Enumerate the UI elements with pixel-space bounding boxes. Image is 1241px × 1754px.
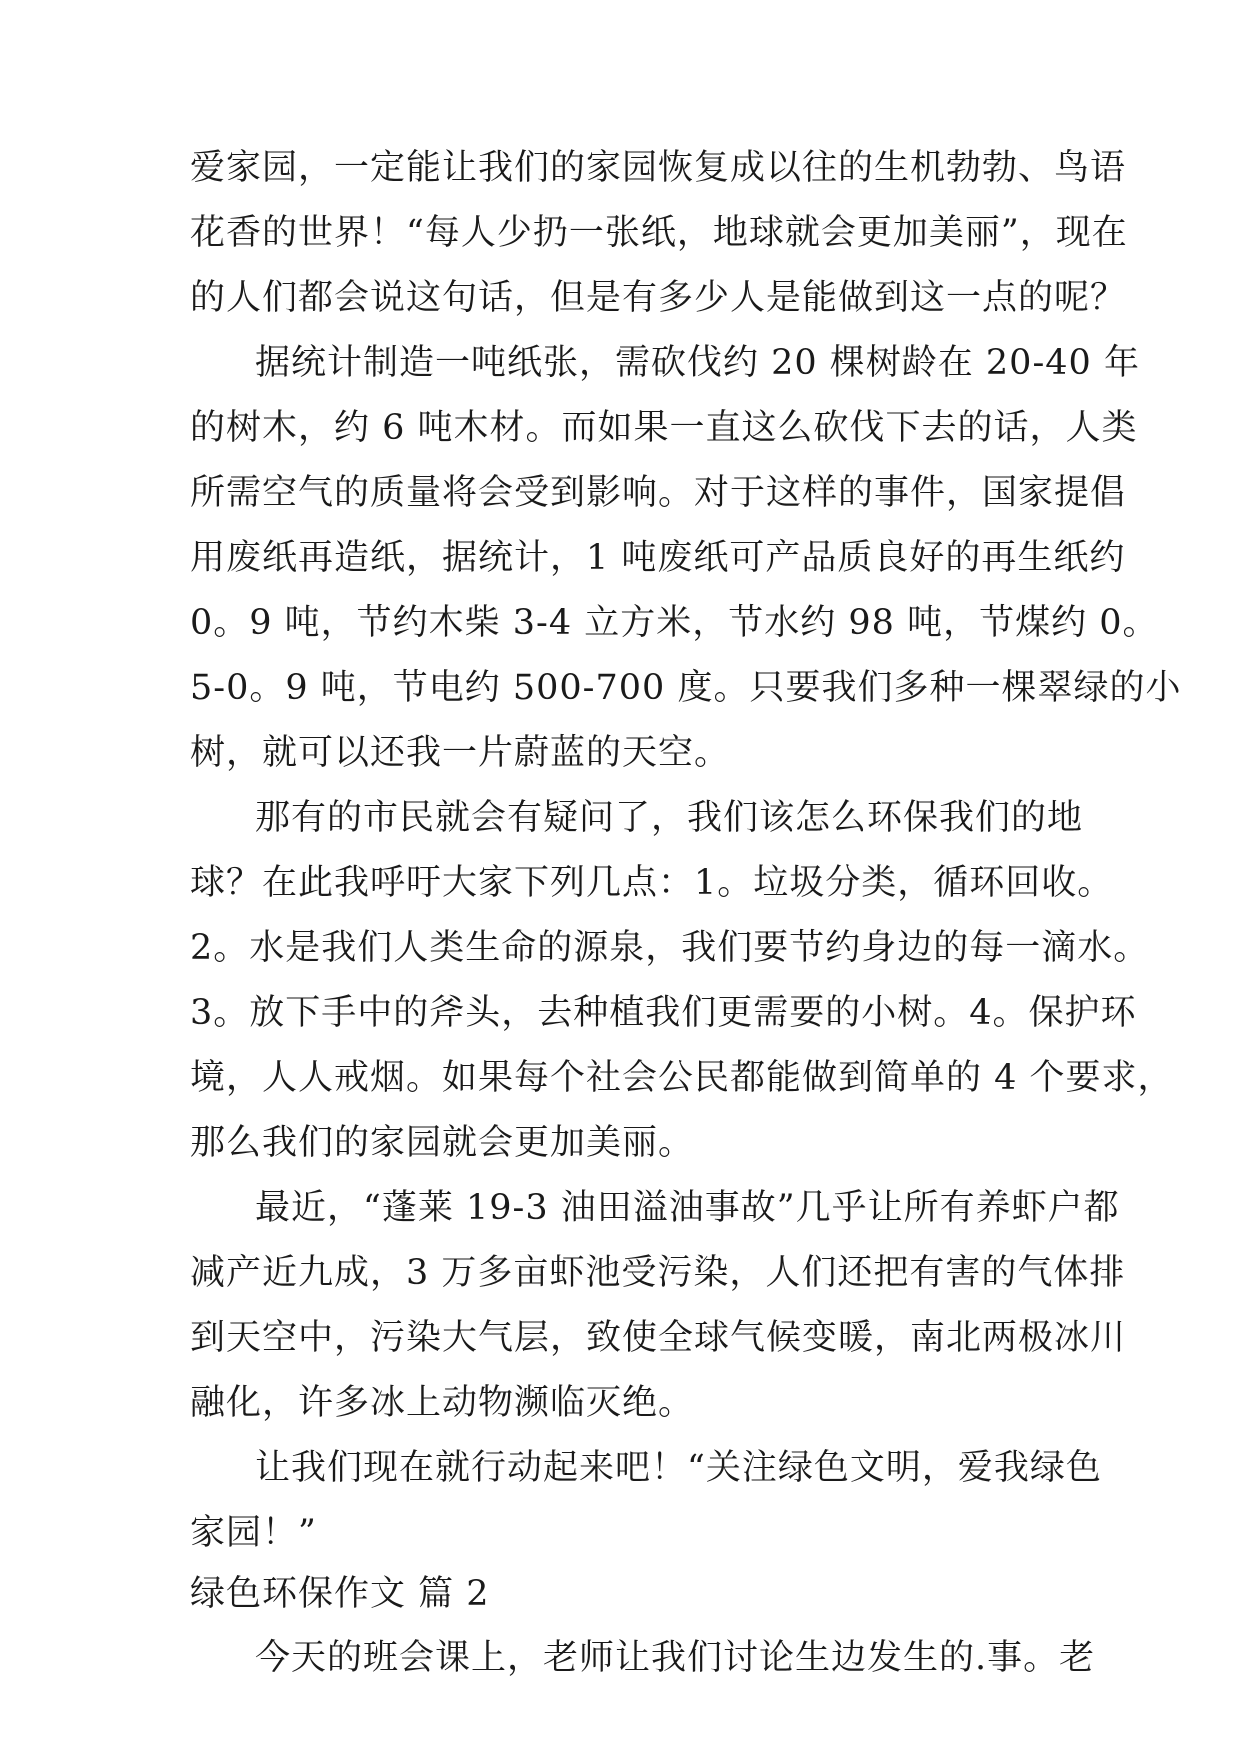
text-line: 的人们都会说这句话，但是有多少人是能做到这一点的呢？ <box>190 278 1127 318</box>
text-line: 减产近九成，3 万多亩虾池受污染，人们还把有害的气体排 <box>190 1253 1126 1293</box>
text-line: 那么我们的家园就会更加美丽。 <box>190 1123 695 1163</box>
text-line: 用废纸再造纸，据统计，1 吨废纸可产品质良好的再生纸约 <box>190 538 1126 578</box>
text-line: 所需空气的质量将会受到影响。对于这样的事件，国家提倡 <box>190 473 1127 513</box>
text-line: 爱家园，一定能让我们的家园恢复成以往的生机勃勃、鸟语 <box>190 148 1127 188</box>
text-line: 树，就可以还我一片蔚蓝的天空。 <box>190 733 731 773</box>
paragraph-start-line: 据统计制造一吨纸张，需砍伐约 20 棵树龄在 20-40 年 <box>255 343 1140 383</box>
text-line: 家园！” <box>190 1513 317 1553</box>
section-heading: 绿色环保作文 篇 2 <box>190 1574 490 1614</box>
paragraph-start-line: 那有的市民就会有疑问了，我们该怎么环保我们的地 <box>255 798 1084 838</box>
text-line: 到天空中，污染大气层，致使全球气候变暖，南北两极冰川 <box>190 1318 1127 1358</box>
paragraph-start-line: 最近，“蓬莱 19-3 油田溢油事故”几乎让所有养虾户都 <box>255 1188 1120 1228</box>
text-line: 0。9 吨，节约木柴 3-4 立方米，节水约 98 吨，节煤约 0。 <box>190 603 1159 643</box>
text-line: 融化，许多冰上动物濒临灭绝。 <box>190 1383 695 1423</box>
text-line: 2。水是我们人类生命的源泉，我们要节约身边的每一滴水。 <box>190 928 1150 968</box>
text-line: 球？在此我呼吁大家下列几点：1。垃圾分类，循环回收。 <box>190 863 1114 903</box>
paragraph-start-line: 让我们现在就行动起来吧！“关注绿色文明，爱我绿色 <box>255 1448 1102 1488</box>
text-line: 花香的世界！“每人少扔一张纸，地球就会更加美丽”，现在 <box>190 213 1128 253</box>
text-line: 境，人人戒烟。如果每个社会公民都能做到简单的 4 个要求， <box>190 1058 1174 1098</box>
text-line: 的树木，约 6 吨木材。而如果一直这么砍伐下去的话，人类 <box>190 408 1138 448</box>
text-line: 5-0。9 吨，节电约 500-700 度。只要我们多种一棵翠绿的小 <box>190 668 1182 708</box>
text-line: 3。放下手中的斧头，去种植我们更需要的小树。4。保护环 <box>190 993 1137 1033</box>
paragraph-start-line: 今天的班会课上，老师让我们讨论生边发生的.事。老 <box>255 1638 1096 1678</box>
